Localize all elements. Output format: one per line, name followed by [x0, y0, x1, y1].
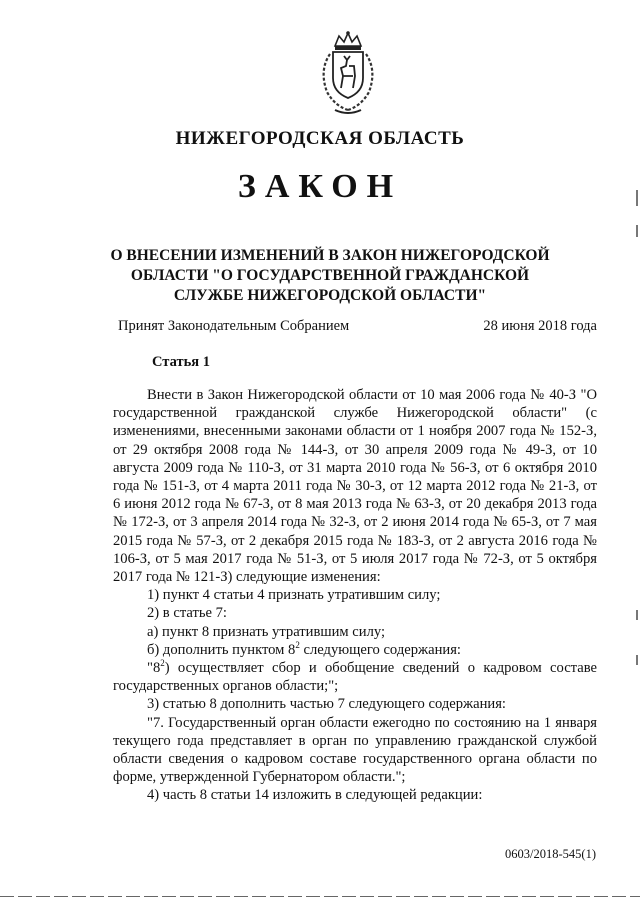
list-item-2a: а) пункт 8 признать утратившим силу; — [147, 623, 386, 640]
law-title: О ВНЕСЕНИИ ИЗМЕНЕНИЙ В ЗАКОН НИЖЕГОРОДСКОЙ ОБЛАСТИ "О ГОСУДАРСТВЕННОЙ ГРАЖДАНСКОЙ СЛУЖБЕ НИЖЕГОРОДСКОЙ ОБЛАСТИ" — [110, 247, 550, 304]
article-intro: Внести в Закон Нижегородской области от 10 мая 2006 года № 40-З "О государственной гражданской службе Нижегородской области" (с изменениями, внесенными законами области от 1 ноября 2007 года № 152-З, от 29 октября 2008 года № 144-З, от 30 апреля 2009 года № 49-З, от 10 августа 2009 года № 110-З, от 31 марта 2010 года № 56-З, от 6 октября 2010 года № 151-З, от 4 марта 2011 года № 30-З, от 12 марта 2012 года № 21-З, от 6 июня 2012 года № 67-З, от 8 мая 2013 года № 63-З, от 20 декабря 2013 года № 172-З, от 3 апреля 2014 года № 32-З, от 2 июня 2014 года № 65-З, от 7 мая 2015 года № 57-З, от 2 декабря 2015 года № 183-З, от 2 августа 2016 года № 106-З, от 5 мая 2017 года № 51-З, от 5 июля 2017 года № 72-З, от 5 октября 2017 года № 121-З) следующие изменения: — [113, 387, 597, 586]
list-item-3: 3) статью 8 дополнить частью 7 следующего содержания: — [147, 696, 506, 713]
margin-mark — [636, 610, 638, 620]
article-heading: Статья 1 — [152, 354, 210, 370]
list-item-1: 1) пункт 4 статьи 4 признать утратившим силу; — [147, 587, 441, 604]
scan-edge-line — [0, 896, 640, 897]
margin-mark — [636, 190, 638, 206]
coat-of-arms-icon — [313, 30, 383, 116]
list-item-4: 4) часть 8 статьи 14 изложить в следующей редакции: — [147, 787, 483, 804]
adoption-row — [118, 318, 597, 335]
list-item-2b: б) дополнить пунктом $8^2$ следующего содержания: — [147, 639, 461, 658]
adoption-date: 28 июня 2018 года — [483, 318, 597, 334]
margin-mark — [636, 655, 638, 665]
adopted-by-label: Принят Законодательным Собранием — [118, 318, 350, 334]
quote-part-7: "7. Государственный орган области ежегодно по состоянию на 1 января текущего года представляет в орган по управлению гражданской службой области сведения о кадровом составе государственного органа области по форме, утвержденной Губернатором области."; — [113, 714, 597, 786]
region-name: НИЖЕГОРОДСКАЯ ОБЛАСТЬ — [175, 128, 465, 149]
article-body — [113, 386, 597, 805]
document-type: ЗАКОН — [237, 168, 403, 205]
list-item-2: 2) в статье 7: — [147, 605, 227, 622]
document-number: 0603/2018-545(1) — [505, 847, 596, 861]
margin-mark — [636, 225, 638, 237]
quote-8-2: "$8^2$) осуществляет сбор и обобщение сведений о кадровом составе государственных органов области;"; — [113, 658, 597, 695]
